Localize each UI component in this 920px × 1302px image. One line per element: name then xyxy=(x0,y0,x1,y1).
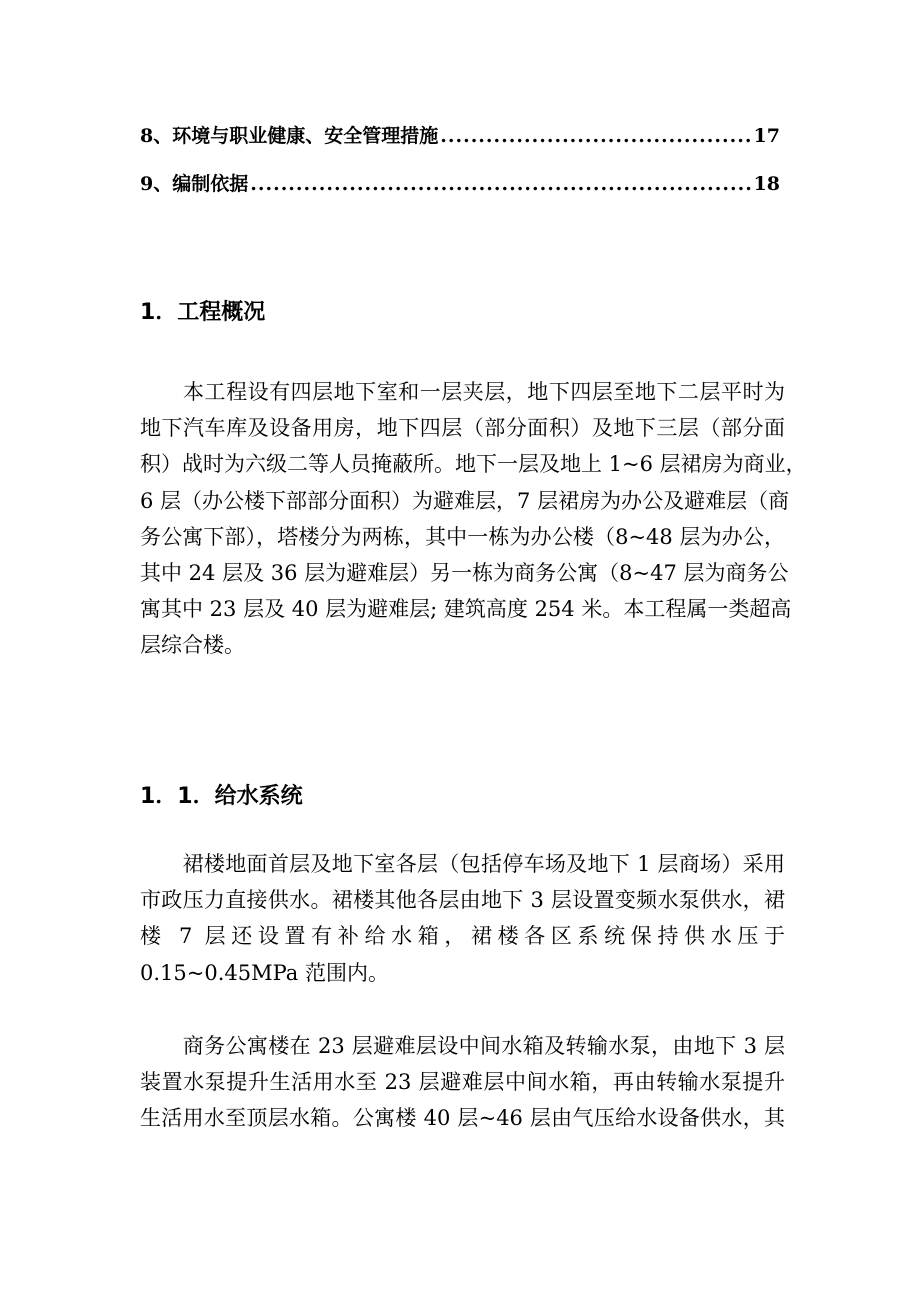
water-supply-paragraph-1 xyxy=(140,846,785,991)
section-heading-project-overview: 1．工程概况 xyxy=(140,300,266,325)
project-overview-paragraph xyxy=(140,374,807,664)
paragraph-line: 寓其中 23 层及 40 层为避难层; 建筑高度 254 米。本工程属一类超高 xyxy=(140,597,792,622)
paragraph-line: 0.15~0.45MPa 范围内。 xyxy=(140,960,389,985)
toc-leader-dots xyxy=(250,172,751,196)
toc-page-number: 18 xyxy=(753,173,780,195)
toc-entry-8[interactable] xyxy=(140,124,780,148)
paragraph-line: 地下汽车库及设备用房，地下四层（部分面积）及地下三层（部分面 xyxy=(140,416,785,441)
paragraph-line: 市政压力直接供水。裙楼其他各层由地下 3 层设置变频水泵供水，裙 xyxy=(140,888,785,913)
toc-entry-9[interactable] xyxy=(140,172,780,196)
toc-entry-label: 8、环境与职业健康、安全管理措施 xyxy=(140,125,439,147)
paragraph-line: 本工程设有四层地下室和一层夹层，地下四层至地下二层平时为 xyxy=(140,380,785,404)
paragraph-line: 务公寓下部），塔楼分为两栋，其中一栋为办公楼（8~48 层为办公， xyxy=(140,524,785,549)
paragraph-line: 楼 7 层还设置有补给水箱，裙楼各区系统保持供水压于 xyxy=(140,924,785,949)
section-heading-water-supply: 1．1．给水系统 xyxy=(140,784,303,809)
paragraph-line: 积）战时为六级二等人员掩蔽所。地下一层及地上 1~6 层裙房为商业， xyxy=(140,452,807,477)
paragraph-line: 装置水泵提升生活用水至 23 层避难层中间水箱，再由转输水泵提升 xyxy=(140,1070,785,1095)
toc-entry-label: 9、编制依据 xyxy=(140,173,249,195)
paragraph-line: 商务公寓楼在 23 层避难层设中间水箱及转输水泵，由地下 3 层 xyxy=(140,1034,785,1058)
paragraph-line: 裙楼地面首层及地下室各层（包括停车场及地下 1 层商场）采用 xyxy=(140,852,785,876)
toc-leader-dots xyxy=(440,124,751,148)
paragraph-line: 其中 24 层及 36 层为避难层）另一栋为商务公寓（8~47 层为商务公 xyxy=(140,561,789,586)
paragraph-line: 生活用水至顶层水箱。公寓楼 40 层~46 层由气压给水设备供水，其 xyxy=(140,1106,785,1131)
water-supply-paragraph-2 xyxy=(140,1028,785,1137)
toc-page-number: 17 xyxy=(753,125,780,147)
paragraph-line: 层综合楼。 xyxy=(140,633,245,658)
paragraph-line: 6 层（办公楼下部部分面积）为避难层，7 层裙房为办公及避难层（商 xyxy=(140,488,790,513)
